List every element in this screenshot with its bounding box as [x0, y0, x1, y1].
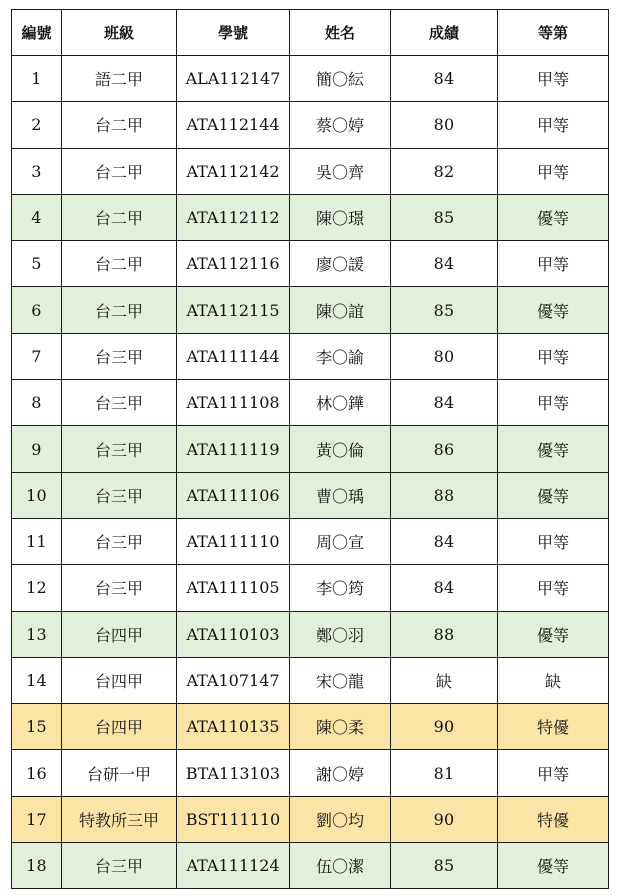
table-body — [12, 56, 609, 889]
grades-table — [11, 9, 609, 889]
table-row — [12, 611, 609, 657]
cell-grade: 甲等 — [498, 102, 609, 148]
cell-class: 台三甲 — [62, 426, 177, 472]
cell-grade: 缺 — [498, 657, 609, 703]
cell-name: 宋〇龍 — [290, 657, 391, 703]
table-row — [12, 380, 609, 426]
cell-name: 陳〇璟 — [290, 194, 391, 240]
cell-student-id: ATA111110 — [177, 518, 290, 564]
cell-name: 李〇筠 — [290, 565, 391, 611]
cell-student-id: ATA111124 — [177, 843, 290, 889]
cell-grade: 甲等 — [498, 750, 609, 796]
cell-grade: 特優 — [498, 704, 609, 750]
cell-student-id: ATA112116 — [177, 241, 290, 287]
cell-student-id: ATA112112 — [177, 194, 290, 240]
cell-class: 台二甲 — [62, 241, 177, 287]
header-name: 姓名 — [290, 10, 391, 56]
cell-student-id: ATA111106 — [177, 472, 290, 518]
cell-grade: 甲等 — [498, 565, 609, 611]
table-row — [12, 194, 609, 240]
table-row — [12, 333, 609, 379]
table-row — [12, 843, 609, 889]
cell-class: 台二甲 — [62, 194, 177, 240]
cell-class: 台三甲 — [62, 518, 177, 564]
cell-student-id: ATA111119 — [177, 426, 290, 472]
cell-class: 台二甲 — [62, 148, 177, 194]
table-row — [12, 565, 609, 611]
cell-class: 台四甲 — [62, 704, 177, 750]
cell-score: 81 — [391, 750, 498, 796]
cell-class: 台二甲 — [62, 287, 177, 333]
table-row — [12, 704, 609, 750]
cell-number: 9 — [12, 426, 62, 472]
cell-number: 2 — [12, 102, 62, 148]
cell-number: 14 — [12, 657, 62, 703]
table-row — [12, 796, 609, 842]
cell-grade: 優等 — [498, 611, 609, 657]
cell-grade: 優等 — [498, 843, 609, 889]
cell-student-id: ALA112147 — [177, 56, 290, 102]
cell-name: 曹〇瑀 — [290, 472, 391, 518]
cell-grade: 甲等 — [498, 333, 609, 379]
cell-grade: 甲等 — [498, 56, 609, 102]
table-row — [12, 750, 609, 796]
cell-grade: 甲等 — [498, 241, 609, 287]
cell-class: 台四甲 — [62, 611, 177, 657]
cell-name: 李〇諭 — [290, 333, 391, 379]
cell-class: 台三甲 — [62, 843, 177, 889]
cell-grade: 甲等 — [498, 148, 609, 194]
cell-score: 84 — [391, 518, 498, 564]
cell-score: 86 — [391, 426, 498, 472]
cell-grade: 甲等 — [498, 518, 609, 564]
cell-student-id: ATA111105 — [177, 565, 290, 611]
cell-number: 17 — [12, 796, 62, 842]
cell-score: 85 — [391, 194, 498, 240]
cell-number: 5 — [12, 241, 62, 287]
table-row — [12, 241, 609, 287]
cell-number: 8 — [12, 380, 62, 426]
cell-score: 80 — [391, 102, 498, 148]
cell-grade: 特優 — [498, 796, 609, 842]
cell-number: 16 — [12, 750, 62, 796]
table-row — [12, 472, 609, 518]
cell-score: 84 — [391, 565, 498, 611]
cell-student-id: ATA112115 — [177, 287, 290, 333]
cell-student-id: ATA110103 — [177, 611, 290, 657]
cell-class: 台二甲 — [62, 102, 177, 148]
cell-number: 6 — [12, 287, 62, 333]
cell-class: 台三甲 — [62, 565, 177, 611]
cell-name: 簡〇紜 — [290, 56, 391, 102]
cell-score: 84 — [391, 241, 498, 287]
cell-student-id: ATA110135 — [177, 704, 290, 750]
cell-number: 13 — [12, 611, 62, 657]
cell-number: 18 — [12, 843, 62, 889]
header-class: 班級 — [62, 10, 177, 56]
cell-class: 台三甲 — [62, 472, 177, 518]
cell-student-id: ATA107147 — [177, 657, 290, 703]
cell-grade: 優等 — [498, 472, 609, 518]
cell-score: 85 — [391, 287, 498, 333]
cell-score: 90 — [391, 704, 498, 750]
cell-score: 80 — [391, 333, 498, 379]
cell-name: 吳〇齊 — [290, 148, 391, 194]
cell-name: 蔡〇婷 — [290, 102, 391, 148]
cell-grade: 甲等 — [498, 380, 609, 426]
cell-name: 黃〇倫 — [290, 426, 391, 472]
cell-score: 缺 — [391, 657, 498, 703]
cell-class: 台研一甲 — [62, 750, 177, 796]
cell-student-id: ATA111108 — [177, 380, 290, 426]
table-row — [12, 56, 609, 102]
cell-number: 3 — [12, 148, 62, 194]
header-student-id: 學號 — [177, 10, 290, 56]
cell-name: 林〇鏵 — [290, 380, 391, 426]
cell-score: 82 — [391, 148, 498, 194]
cell-grade: 優等 — [498, 426, 609, 472]
cell-number: 10 — [12, 472, 62, 518]
cell-student-id: BTA113103 — [177, 750, 290, 796]
cell-score: 84 — [391, 56, 498, 102]
cell-name: 陳〇誼 — [290, 287, 391, 333]
cell-class: 台三甲 — [62, 333, 177, 379]
cell-name: 周〇宣 — [290, 518, 391, 564]
cell-score: 85 — [391, 843, 498, 889]
cell-name: 劉〇均 — [290, 796, 391, 842]
header-score: 成績 — [391, 10, 498, 56]
cell-number: 7 — [12, 333, 62, 379]
table-row — [12, 518, 609, 564]
cell-name: 陳〇柔 — [290, 704, 391, 750]
cell-name: 謝〇婷 — [290, 750, 391, 796]
cell-class: 語二甲 — [62, 56, 177, 102]
table-row — [12, 426, 609, 472]
table-row — [12, 287, 609, 333]
table-row — [12, 657, 609, 703]
cell-score: 84 — [391, 380, 498, 426]
table-row — [12, 148, 609, 194]
cell-number: 11 — [12, 518, 62, 564]
cell-score: 88 — [391, 472, 498, 518]
cell-student-id: ATA111144 — [177, 333, 290, 379]
cell-score: 90 — [391, 796, 498, 842]
header-number: 編號 — [12, 10, 62, 56]
cell-number: 15 — [12, 704, 62, 750]
cell-number: 4 — [12, 194, 62, 240]
cell-student-id: ATA112142 — [177, 148, 290, 194]
cell-name: 廖〇諼 — [290, 241, 391, 287]
cell-class: 特教所三甲 — [62, 796, 177, 842]
cell-grade: 優等 — [498, 287, 609, 333]
cell-number: 12 — [12, 565, 62, 611]
table-header-row — [12, 10, 609, 56]
cell-name: 伍〇潔 — [290, 843, 391, 889]
cell-class: 台三甲 — [62, 380, 177, 426]
cell-number: 1 — [12, 56, 62, 102]
cell-student-id: BST111110 — [177, 796, 290, 842]
cell-grade: 優等 — [498, 194, 609, 240]
header-grade: 等第 — [498, 10, 609, 56]
cell-name: 鄭〇羽 — [290, 611, 391, 657]
cell-score: 88 — [391, 611, 498, 657]
table-row — [12, 102, 609, 148]
cell-student-id: ATA112144 — [177, 102, 290, 148]
cell-class: 台四甲 — [62, 657, 177, 703]
